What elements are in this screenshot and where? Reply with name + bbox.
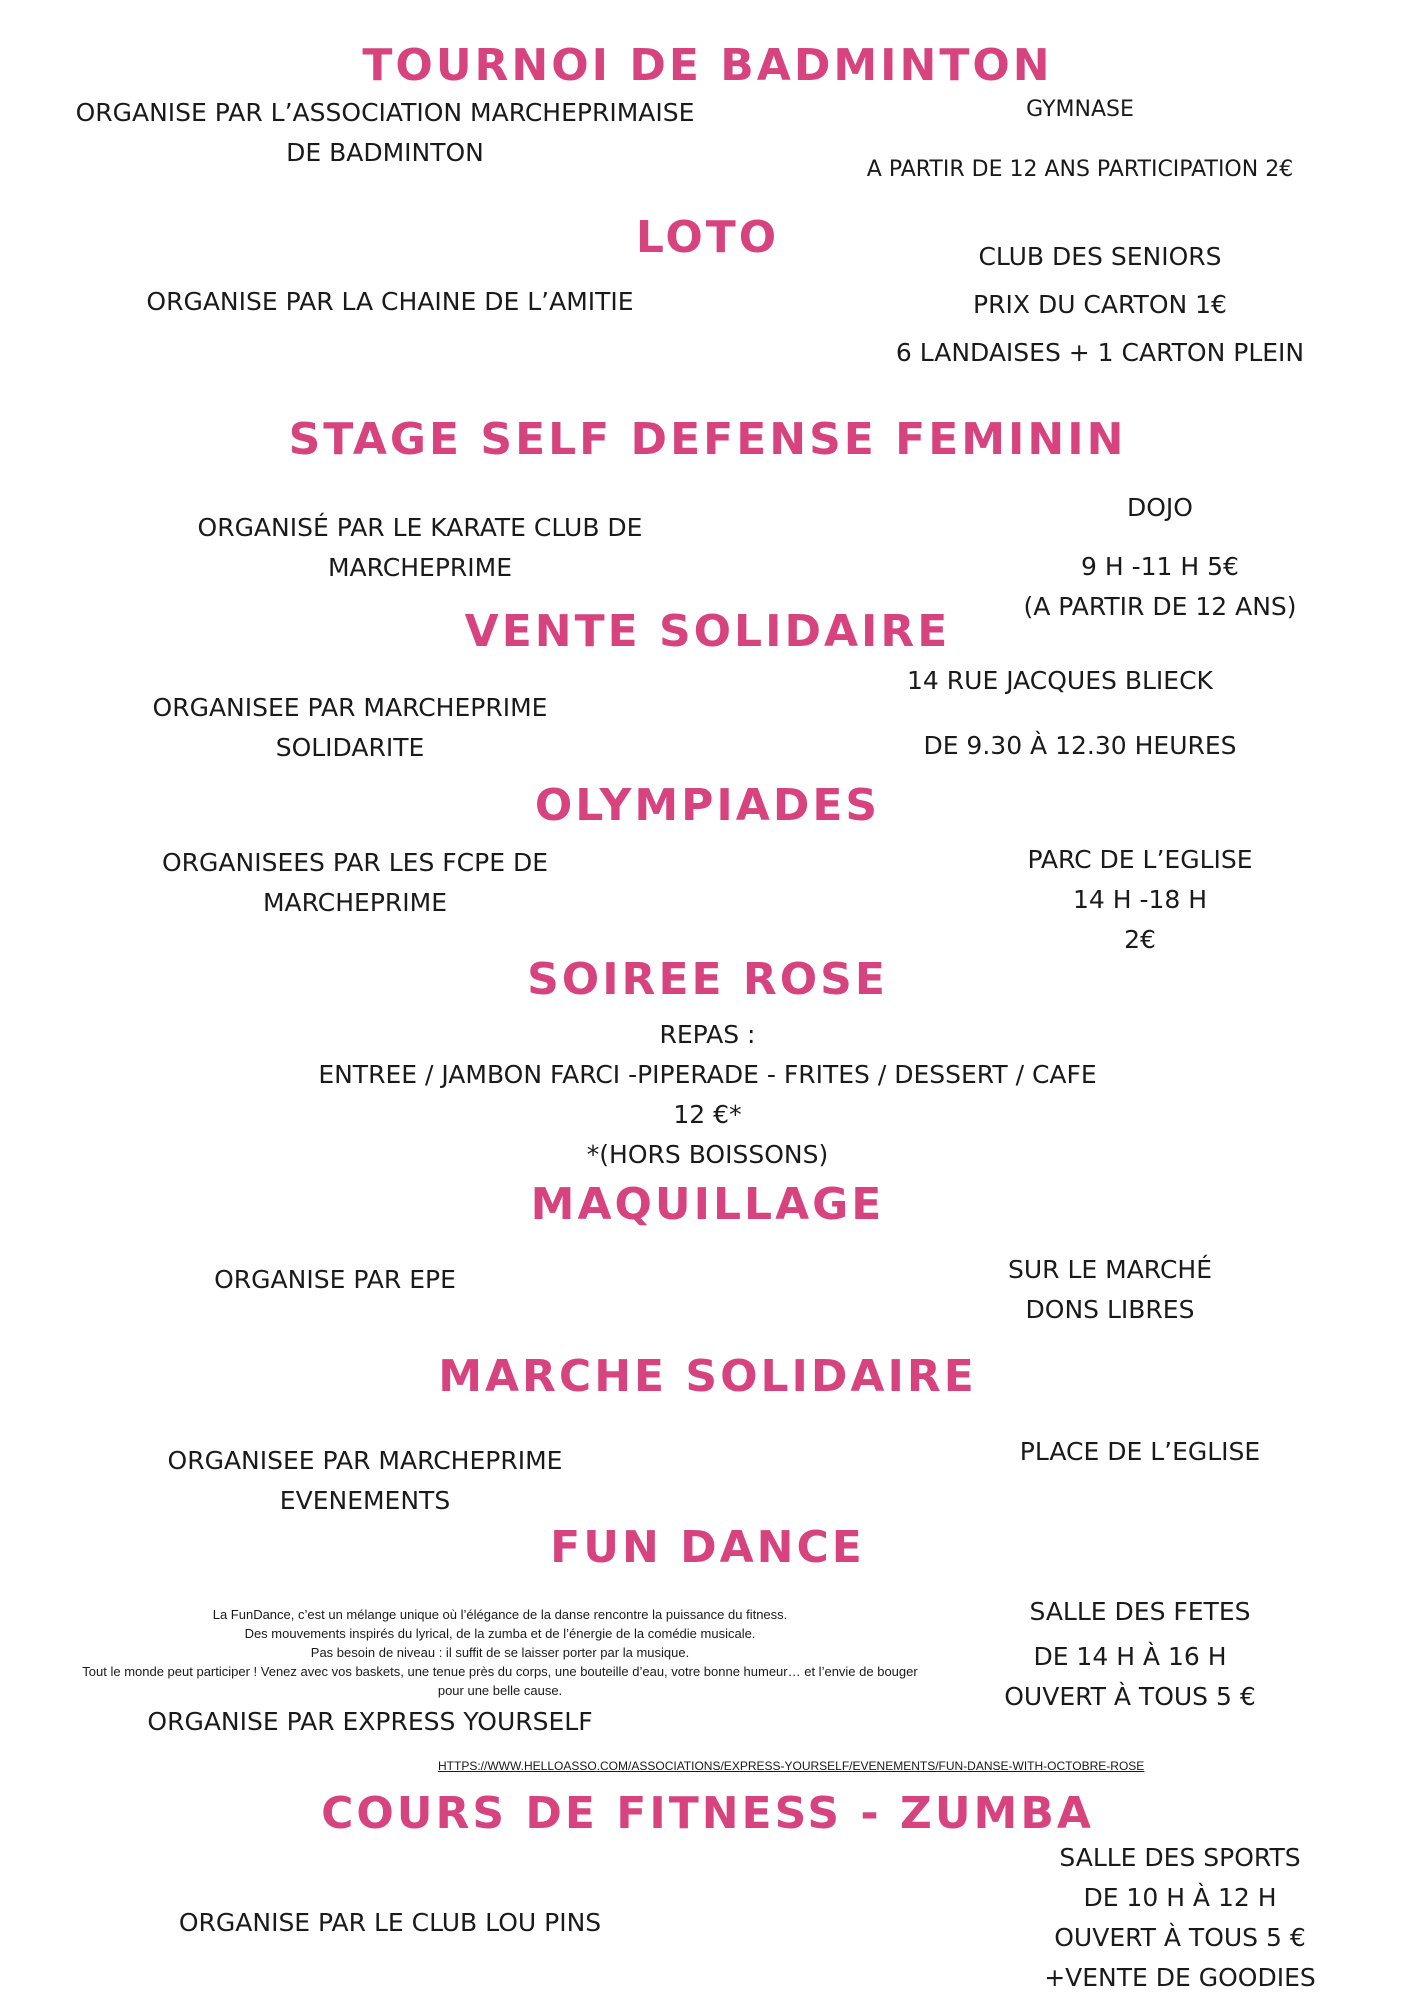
zumba-details-line-1: SALLE DES SPORTS	[1059, 1843, 1301, 1872]
loto-details-line-1: CLUB DES SENIORS	[978, 242, 1222, 271]
marche-organizer-line-1: ORGANISEE PAR MARCHEPRIME	[167, 1446, 563, 1475]
fundance-description-line-1: La FunDance, c’est un mélange unique où l’élégance de la danse rencontre la puissance du fitness.	[212, 1607, 788, 1622]
zumba-details-line-2: DE 10 H À 12 H	[1083, 1883, 1277, 1912]
vente-organizer-line-2: SOLIDARITE	[275, 733, 425, 762]
loto-organizer: ORGANISE PAR LA CHAINE DE L’AMITIE	[146, 287, 634, 316]
soiree-menu-line-2: ENTREE / JAMBON FARCI -PIPERADE - FRITES / DESSERT / CAFE	[318, 1060, 1097, 1089]
fundance-description-line-5: pour une belle cause.	[437, 1683, 563, 1698]
marche-organizer	[120, 1441, 610, 1521]
vente-title: VENTE SOLIDAIRE	[464, 606, 951, 657]
loto-details-line-2: PRIX DU CARTON 1€	[973, 290, 1227, 319]
badminton-organizer-line-2: DE BADMINTON	[286, 138, 484, 167]
vente-organizer-line-1: ORGANISEE PAR MARCHEPRIME	[152, 693, 548, 722]
maquillage-details	[960, 1250, 1260, 1330]
self-defense-organizer	[160, 508, 680, 588]
zumba-title: COURS DE FITNESS - ZUMBA	[321, 1788, 1094, 1839]
zumba-organizer: ORGANISE PAR LE CLUB LOU PINS	[178, 1908, 602, 1937]
fundance-details	[970, 1637, 1290, 1717]
loto-details-line-3: 6 LANDAISES + 1 CARTON PLEIN	[895, 338, 1305, 367]
badminton-title: TOURNOI DE BADMINTON	[362, 40, 1053, 91]
maquillage-details-line-1: SUR LE MARCHÉ	[1007, 1255, 1212, 1284]
vente-organizer	[100, 688, 600, 768]
fundance-details-line-1: DE 14 H À 16 H	[1033, 1642, 1227, 1671]
maquillage-details-line-2: DONS LIBRES	[1025, 1295, 1195, 1324]
marche-title: MARCHE SOLIDAIRE	[438, 1351, 977, 1402]
fundance-description-line-2: Des mouvements inspirés du lyrical, de la zumba et de l’énergie de la comédie musicale.	[244, 1626, 756, 1641]
maquillage-title: MAQUILLAGE	[530, 1179, 885, 1230]
badminton-location: GYMNASE	[1026, 97, 1134, 122]
soiree-title: SOIREE ROSE	[527, 954, 888, 1005]
self-defense-title: STAGE SELF DEFENSE FEMININ	[288, 414, 1127, 465]
marche-location: PLACE DE L’EGLISE	[1019, 1437, 1261, 1466]
olympiades-details-line-3: 2€	[1124, 925, 1156, 954]
zumba-details-line-4: +VENTE DE GOODIES	[1044, 1963, 1316, 1992]
olympiades-details-line-1: PARC DE L’EGLISE	[1027, 845, 1253, 874]
olympiades-organizer-line-2: MARCHEPRIME	[262, 888, 448, 917]
self-defense-location: DOJO	[1127, 493, 1193, 522]
maquillage-organizer: ORGANISE PAR EPE	[214, 1265, 456, 1294]
badminton-details: A PARTIR DE 12 ANS PARTICIPATION 2€	[866, 157, 1294, 182]
badminton-organizer-line-1: ORGANISE PAR L’ASSOCIATION MARCHEPRIMAISE	[75, 98, 695, 127]
fundance-description-line-4: Tout le monde peut participer ! Venez avec vos baskets, une tenue près du corps, une bouteille d’eau, votre bonne humeur… et l’envie de bouger	[82, 1664, 918, 1679]
fundance-details-line-2: OUVERT À TOUS 5 €	[1004, 1682, 1256, 1711]
olympiades-details	[990, 840, 1290, 960]
self-defense-details-line-1: 9 H -11 H 5€	[1081, 552, 1239, 581]
vente-location: 14 RUE JACQUES BLIECK	[907, 666, 1213, 695]
self-defense-details-line-2: (A PARTIR DE 12 ANS)	[1023, 592, 1297, 621]
olympiades-details-line-2: 14 H -18 H	[1072, 885, 1208, 914]
zumba-details-line-3: OUVERT À TOUS 5 €	[1054, 1923, 1306, 1952]
badminton-organizer	[10, 93, 760, 173]
loto-details	[870, 233, 1330, 377]
self-defense-organizer-line-2: MARCHEPRIME	[327, 553, 513, 582]
fundance-organizer: ORGANISE PAR EXPRESS YOURSELF	[147, 1707, 593, 1736]
soiree-menu-line-1: REPAS :	[659, 1020, 756, 1049]
fundance-description-line-3: Pas besoin de niveau : il suffit de se laisser porter par la musique.	[310, 1645, 690, 1660]
self-defense-organizer-line-1: ORGANISÉ PAR LE KARATE CLUB DE	[197, 513, 643, 542]
soiree-price-note: *(HORS BOISSONS)	[586, 1140, 829, 1169]
olympiades-title: OLYMPIADES	[534, 780, 881, 831]
soiree-menu	[0, 1015, 1415, 1175]
fundance-helloasso-link[interactable]: HTTPS://WWW.HELLOASSO.COM/ASSOCIATIONS/EXPRESS-YOURSELF/EVENEMENTS/FUN-DANSE-WITH-OCTOBRE-ROSE	[438, 1759, 1145, 1773]
marche-organizer-line-2: EVENEMENTS	[279, 1486, 451, 1515]
fundance-location: SALLE DES FETES	[1029, 1597, 1251, 1626]
fundance-title: FUN DANCE	[550, 1522, 865, 1573]
olympiades-organizer-line-1: ORGANISEES PAR LES FCPE DE	[161, 848, 548, 877]
zumba-details	[1020, 1838, 1340, 1998]
loto-title: LOTO	[635, 212, 780, 263]
vente-hours: DE 9.30 À 12.30 HEURES	[923, 731, 1237, 760]
soiree-price: 12 €*	[673, 1100, 742, 1129]
fundance-description	[20, 1605, 980, 1700]
olympiades-organizer	[110, 843, 600, 923]
